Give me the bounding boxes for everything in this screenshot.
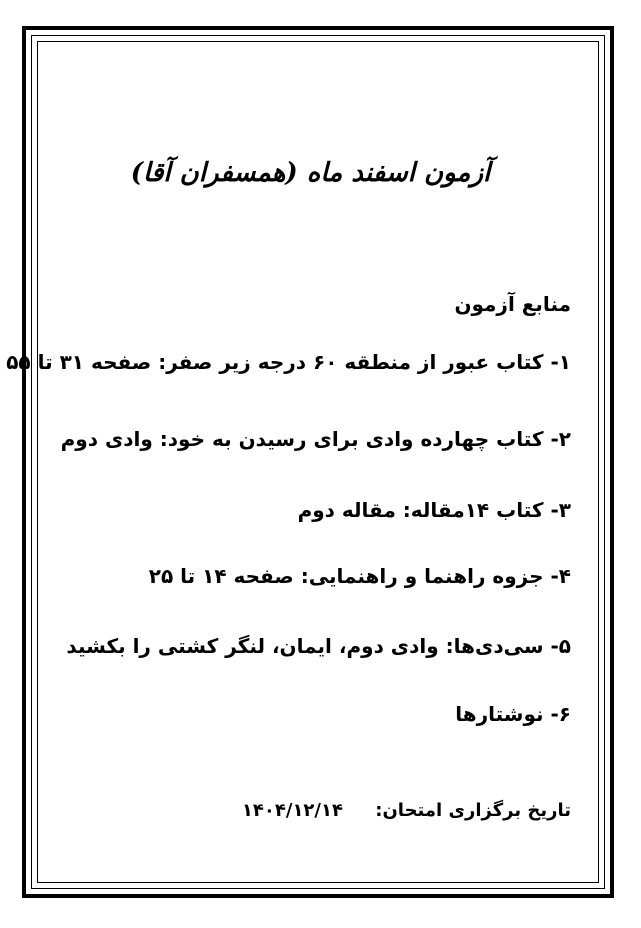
list-item: ۵- سی‌دی‌ها: وادی دوم، ایمان، لنگر کشتی را بکشید [66,634,571,658]
list-item: ۴- جزوه راهنما و راهنمایی: صفحه ۱۴ تا ۲۵ [148,564,571,588]
list-item: ۶- نوشتارها [455,702,571,726]
list-item: ۲- کتاب چهارده وادی برای رسیدن به خود: وادی دوم [60,427,571,451]
exam-date-value: ۱۴۰۴/۱۲/۱۴ [241,800,343,821]
exam-date-label: تاریخ برگزاری امتحان: [375,800,571,821]
document-content [6,40,571,880]
exam-date-row [242,800,571,821]
list-item: ۱- کتاب عبور از منطقه ۶۰ درجه زیر صفر: صفحه ۳۱ تا ۵۵ [6,350,571,374]
document-title: آزمون اسفند ماه (همسفران آقا) [130,158,491,188]
sources-heading: منابع آزمون [454,292,571,316]
list-item: ۳- کتاب ۱۴مقاله: مقاله دوم [297,498,571,522]
